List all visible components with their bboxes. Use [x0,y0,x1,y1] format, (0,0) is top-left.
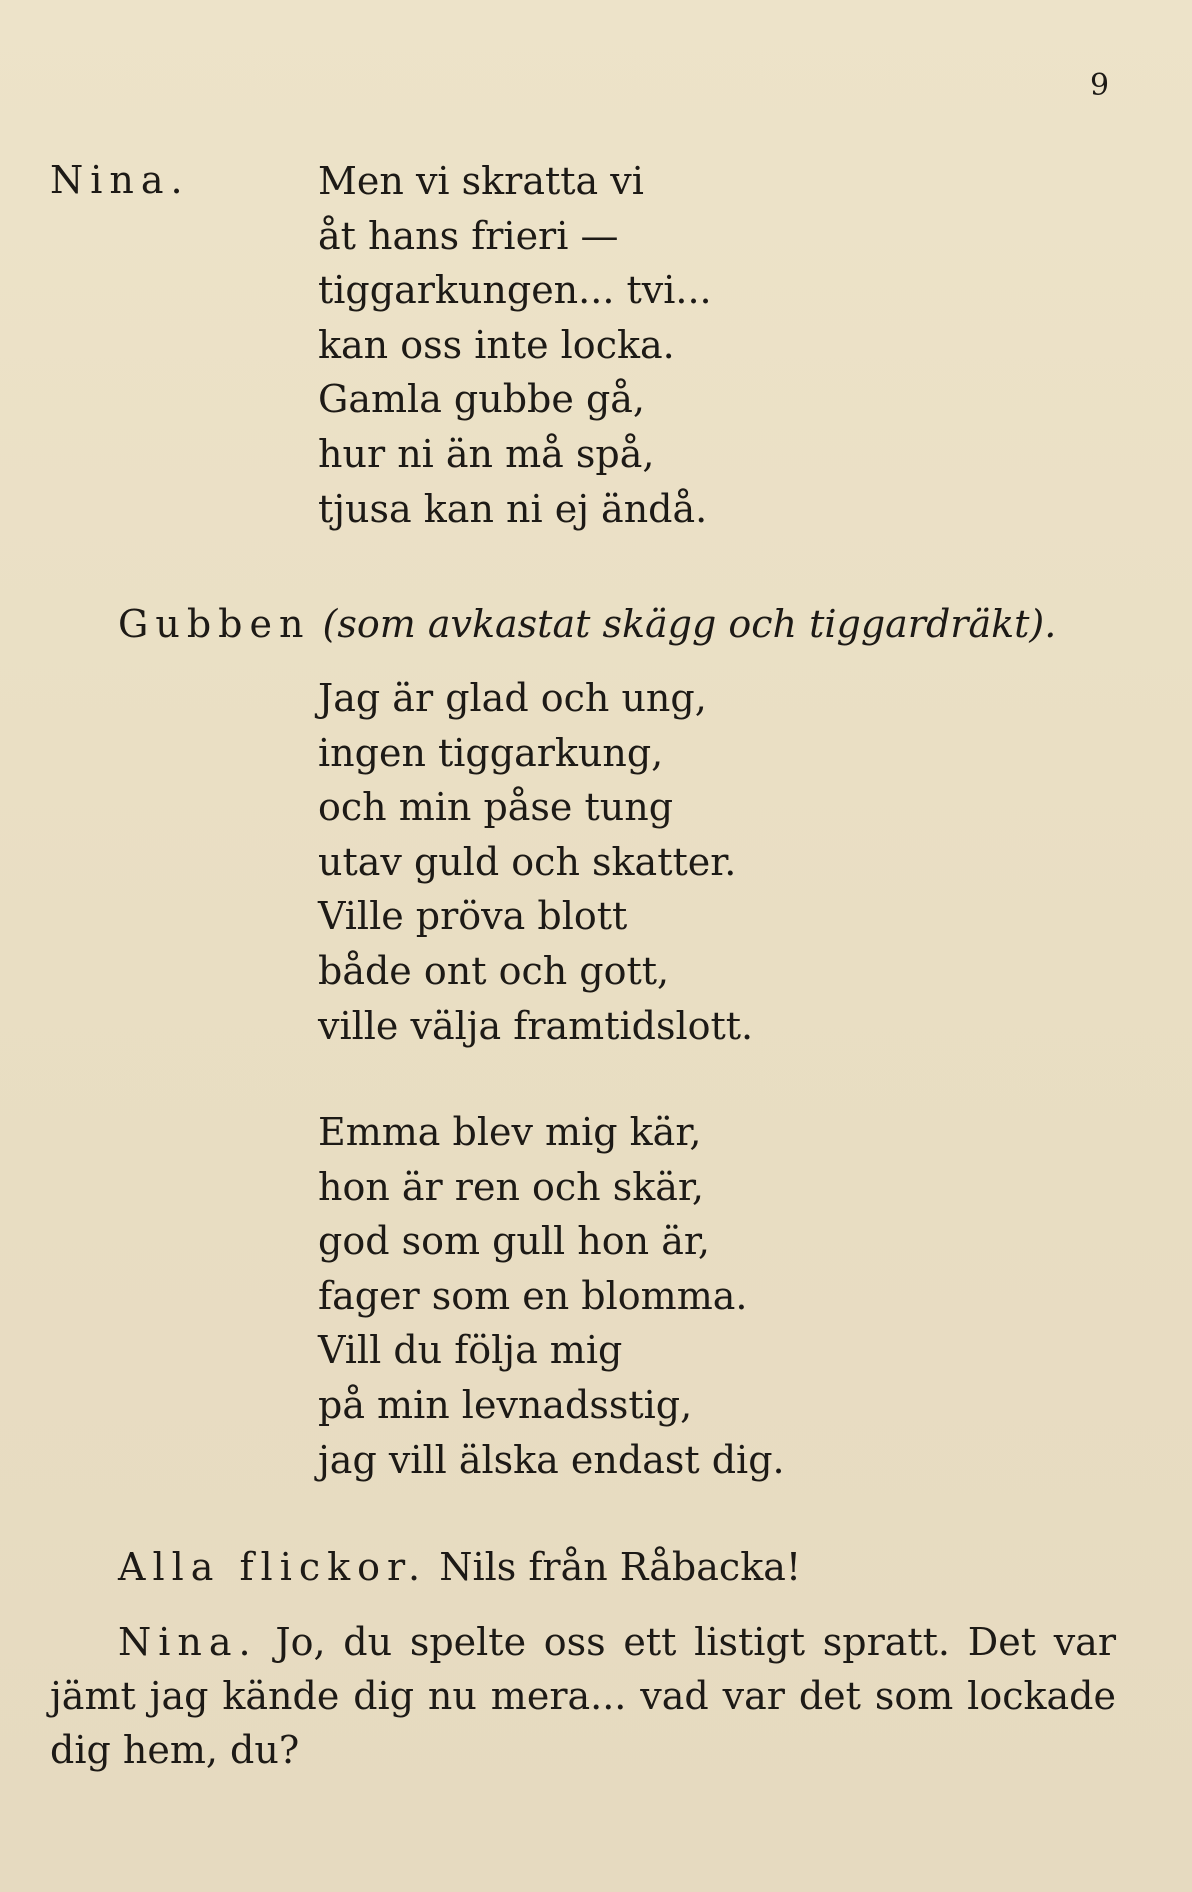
verse-line: utav guld och skatter. [318,839,737,884]
verse-line: och min påse tung [318,785,674,830]
verse-line: Men vi skratta vi [318,159,644,203]
speaker-line-gubben [118,598,1056,650]
prose-nina [50,1615,1116,1777]
verse-line: på min levnadsstig, [318,1382,693,1427]
verse-line: både ont och gott, [318,948,670,993]
verse-line: fager som en blomma. [318,1273,748,1318]
verse-line: kan oss inte locka. [318,322,675,367]
verse-line: hon är ren och skär, [318,1164,704,1209]
speaker-gubben: Gubben [118,602,311,646]
verse-line: Vill du följa mig [318,1328,623,1373]
verse-line: ingen tiggarkung, [318,730,664,775]
dialogue-text: Jo, du spelte oss ett listigt spratt. Det var jämt jag kände dig nu mera... vad var det som lockade dig hem, du? [50,1620,1116,1772]
speaker-line-alla-flickor [118,1541,801,1593]
verse-line: hur ni än må spå, [318,431,655,476]
verse-line: god som gull hon är, [318,1219,710,1264]
page-number: 9 [1090,68,1110,103]
verse-line: Gamla gubbe gå, [318,377,646,422]
verse-nina [318,154,712,536]
verse-gubben-stanza-1 [318,671,753,1053]
verse-line: jag vill älska endast dig. [318,1437,785,1482]
verse-line: Jag är glad och ung, [318,676,707,720]
verse-gubben-stanza-2 [318,1105,785,1487]
verse-line: tiggarkungen... tvi... [318,268,712,313]
speaker-nina: Nina. [118,1620,258,1664]
verse-line: Ville pröva blott [318,894,628,939]
speaker-nina: Nina. [50,158,190,202]
dialogue-text: Nils från Råbacka! [439,1545,802,1589]
verse-line: åt hans frieri — [318,213,619,258]
verse-line: tjusa kan ni ej ändå. [318,486,708,531]
stage-direction: (som avkastat skägg och tiggardräkt). [322,602,1057,646]
verse-line: Emma blev mig kär, [318,1110,702,1154]
verse-line: ville välja framtidslott. [318,1003,754,1048]
speaker-alla-flickor: Alla flickor. [118,1545,428,1589]
